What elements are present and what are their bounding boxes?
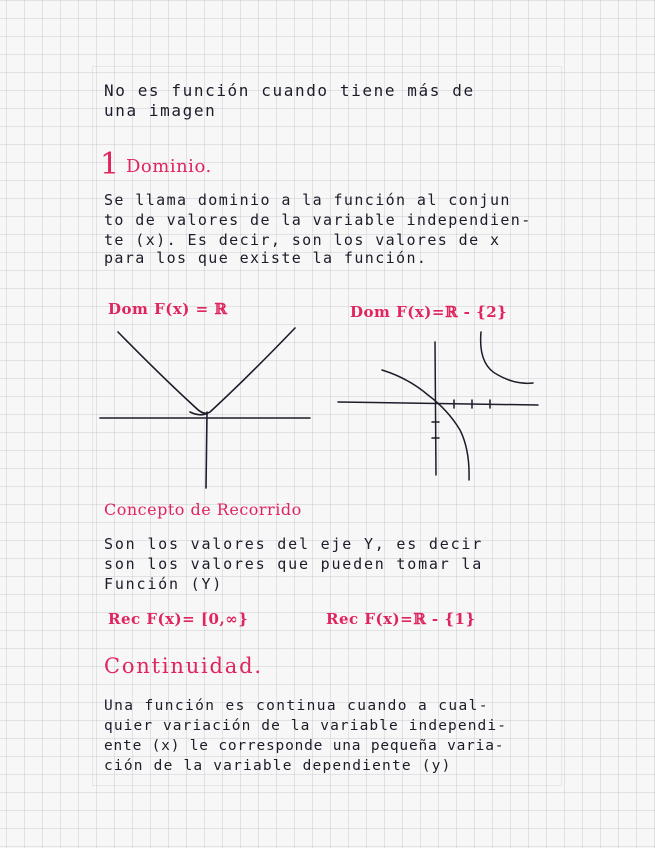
dom-example-right: Dom F(x)=ℝ - {2} bbox=[350, 303, 508, 321]
left-branch-curve bbox=[382, 370, 469, 480]
dominio-title: Dominio. bbox=[126, 156, 212, 177]
recorrido-title: Concepto de Recorrido bbox=[104, 500, 302, 519]
rec-example-right: Rec F(x)=ℝ - {1} bbox=[326, 610, 476, 628]
recorrido-line-3: Función (Y) bbox=[104, 575, 224, 593]
continuidad-line-4: ción de la variable dependiente (y) bbox=[104, 758, 452, 774]
continuidad-line-2: quier variación de la variable independi- bbox=[104, 718, 508, 734]
dom-example-left: Dom F(x) = ℝ bbox=[108, 300, 228, 318]
intro-line-2: una imagen bbox=[104, 101, 217, 120]
recorrido-line-2: son los valores que pueden tomar la bbox=[104, 555, 484, 573]
continuidad-line-3: ente (x) le corresponde una pequeña varia- bbox=[104, 738, 505, 754]
graph-left-sketch bbox=[100, 320, 315, 490]
v-curve bbox=[118, 328, 295, 413]
rec-example-left: Rec F(x)= [0,∞} bbox=[108, 610, 249, 628]
intro-line-1: No es función cuando tiene más de bbox=[104, 81, 475, 100]
definition-line-2: to de valores de la variable independien- bbox=[104, 211, 532, 229]
definition-line-4: para los que existe la función. bbox=[104, 249, 428, 267]
right-branch-curve bbox=[481, 332, 533, 383]
continuidad-title: Continuidad. bbox=[104, 654, 263, 678]
definition-line-3: te (x). Es decir, son los valores de x bbox=[104, 231, 501, 249]
v-curve-vertex bbox=[190, 412, 208, 415]
y-axis-line bbox=[206, 412, 207, 488]
dominio-number: 1 bbox=[100, 147, 120, 182]
continuidad-line-1: Una función es continua cuando a cual- bbox=[104, 698, 489, 714]
graph-right-sketch bbox=[338, 330, 538, 480]
recorrido-line-1: Son los valores del eje Y, es decir bbox=[104, 535, 484, 553]
y-axis-line bbox=[435, 342, 436, 475]
definition-line-1: Se llama dominio a la función al conjun bbox=[104, 191, 511, 209]
